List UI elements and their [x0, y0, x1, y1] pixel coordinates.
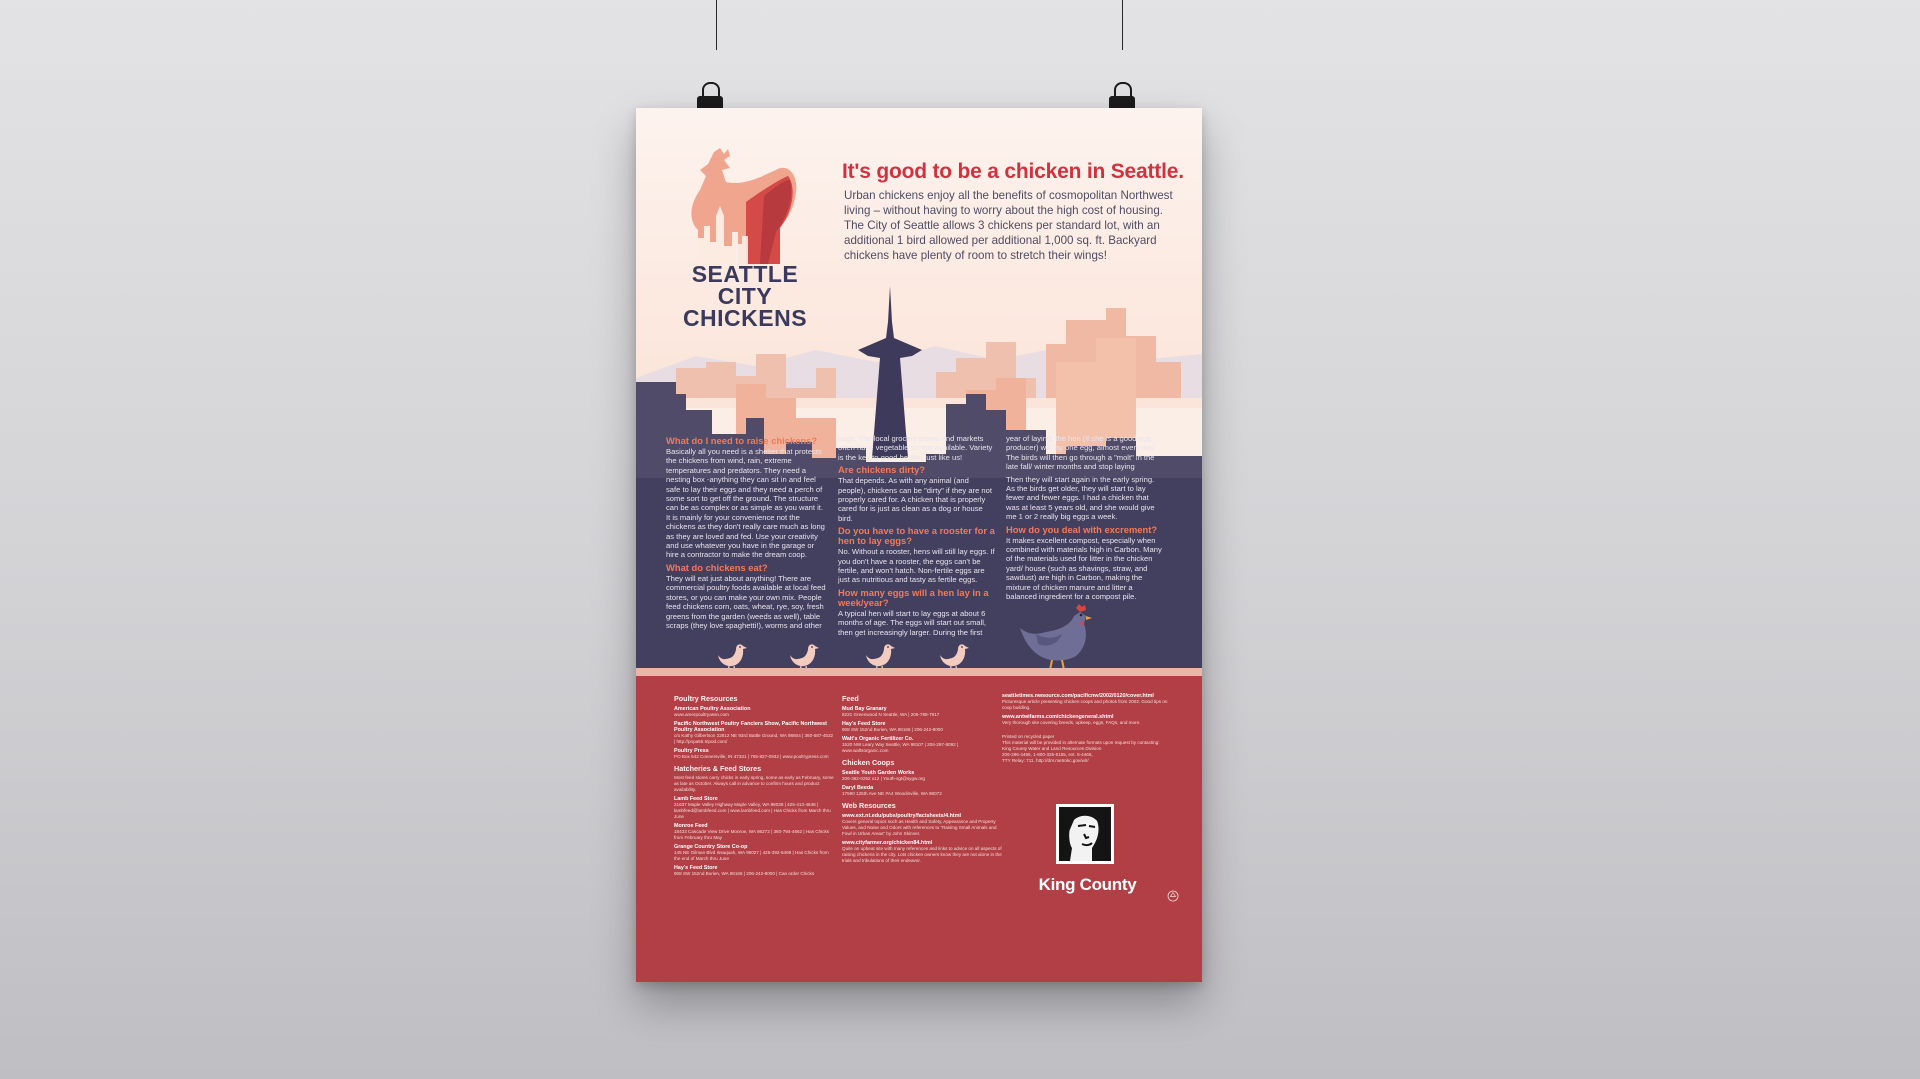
print-note: TTY Relay: 711, http://dnr.metrokc.gov/wlr/ — [1002, 758, 1089, 763]
question-heading: Do you have to have a rooster for a hen to lay eggs? — [838, 525, 995, 547]
answer-text: bugs. The local grocery stores and markets often have vegetable scraps available. Variety is the key to good health, just like us! — [838, 434, 993, 462]
resource-name: Grange Country Store Co-op — [674, 844, 748, 850]
resource-detail: 21637 Maple Valley Highway Maple Valley, WA 98038 | 425-413-4848 | lambfeed@lambfeed.com | www.lambfeed.com | Has Chicks from March thru June — [674, 802, 831, 819]
poster-headline: It's good to be a chicken in Seattle. — [842, 160, 1184, 183]
resource-detail: 206-362-0252 x12 | Youth-sgt@sygw.org — [842, 776, 925, 781]
resource-detail: 17590 125th Ave NE #A4 Woodinville, WA 98072 — [842, 791, 942, 796]
resource-detail: PO Box 542 Connersville, IN 47331 | 765-827-0932 | www.poultrypress.com — [674, 754, 829, 759]
resource-link[interactable]: www.cityfarmer.org/chicken84.html — [842, 840, 933, 846]
print-note: King County Water and Land Resources Division — [1002, 746, 1102, 751]
section-heading: Poultry Resources — [674, 694, 738, 703]
body-column-1 — [666, 434, 826, 633]
king-county-wordmark: King County — [1038, 875, 1137, 894]
answer-text: year of laying, the hen (if she is a good egg producer) will lay one egg, almost every day. The birds will then go through a "molt" in the late fall/ winter months and stop laying — [1006, 434, 1156, 472]
footer-column-2 — [842, 690, 1002, 864]
recycle-icon — [1167, 890, 1179, 902]
resource-link[interactable]: seattletimes.nwsource.com/pacificnw/2002/0120/cover.html — [1002, 693, 1154, 699]
print-note: This material will be provided in alternate formats upon request by contacting: — [1002, 740, 1160, 745]
answer-text: That depends. As with any animal (and people), chickens can be "dirty" if they are not properly cared for. A chicken that is properly cared for is just as clean as a dog or house bird. — [838, 476, 992, 523]
answer-text: They will eat just about anything! There are commercial poultry foods available at local feed stores, or you can make your own mix. People feed chickens corn, oats, wheat, rye, soy, fresh greens from the garden (weeds as well), table scraps (they love spaghetti!), worms and other — [666, 573, 826, 630]
resource-detail: c/o Kathy Gilbertson 22812 NE 93rd Battle Ground, WA 98604 | 360-687-4532 | http://pnpa55.tripod.com/ — [674, 733, 834, 744]
body-column-3 — [1006, 434, 1164, 605]
ground-strip — [636, 668, 1202, 676]
hanging-wire-right — [1122, 0, 1123, 50]
question-heading: Are chickens dirty? — [838, 464, 926, 476]
resource-name: Hay's Feed Store — [674, 865, 718, 871]
hanging-wire-left — [716, 0, 717, 50]
resource-name: Walt's Organic Fertilizer Co. — [842, 736, 914, 742]
resource-detail: 8221 Greenwood N Seattle, WA | 206-789-7917 — [842, 712, 940, 717]
hen-logo-icon — [676, 146, 806, 264]
footer-column-1 — [674, 690, 834, 877]
resource-name: American Poultry Association — [674, 706, 751, 712]
body-column-2 — [838, 434, 998, 640]
section-heading: Hatcheries & Feed Stores — [674, 764, 762, 773]
resource-name: Monroe Feed — [674, 823, 708, 829]
king-county-logo-icon — [1056, 804, 1114, 864]
question-heading: What do chickens eat? — [666, 561, 768, 573]
resource-detail: 908 SW 152nd Burien, WA 98166 | 206-242-8000 | Can order Chicks — [674, 871, 815, 876]
print-note: 206-296-4466, 1-800-325-6165, ext. 6-4466, — [1002, 752, 1093, 757]
answer-text: Basically all you need is a shelter that protects the chickens from wind, rain, extreme temperatures and predators. They need a nesting box -anything they can sit in and feel safe to lay their eggs and they need a perch of some sort to get off the ground. The structure can be as complex or as simple as you want it. It is mainly for your convenience not the chickens as they don't really care much as long as they are loved and fed. Use your creativity and use whatever you have in the garage or hire a contractor to make the dream coop. — [666, 447, 825, 560]
section-note: Most feed stores carry chicks in early spring, some as early as February, some as late as October. Always call in advance to confirm hours and product availability. — [674, 775, 834, 792]
resource-detail: 1520 NW Leary Way Seattle, WA 98107 | 206-297-9092 | www.waltsorganic.com — [842, 742, 959, 753]
resource-name: Lamb Feed Store — [674, 796, 718, 802]
resource-name: Hay's Feed Store — [842, 721, 886, 727]
resource-detail: 908 SW 152nd Burien, WA 98166 | 206-242-8000 — [842, 727, 943, 732]
answer-text: A typical hen will start to lay eggs at about 6 months of age. The eggs will start out small, then get increasingly larger. During the first — [838, 608, 987, 637]
question-heading: What do I need to raise chickens? — [666, 435, 818, 446]
section-heading: Feed — [842, 694, 859, 703]
section-heading: Web Resources — [842, 801, 896, 810]
question-heading: How many eggs will a hen lay in a week/year? — [838, 586, 989, 608]
section-heading: Chicken Coops — [842, 758, 895, 767]
resource-detail: 18433 Cascade View Drive Monroe, WA 98272 | 360-794-4662 | Has Chicks from February thru May — [674, 829, 830, 840]
logo-line-2: CHICKENS — [682, 305, 808, 331]
resource-name: Daryl Beeda — [842, 785, 874, 791]
resource-link[interactable]: www.ext.nt.edu/pubs/poultry/factsheets/4.html — [842, 813, 962, 819]
question-heading: How do you deal with excrement? — [1006, 523, 1158, 535]
resource-link[interactable]: www.antwifarms.com/chickengeneral.shtml — [1002, 714, 1114, 720]
hen-illustration-icon — [1016, 604, 1096, 672]
resource-name: Poultry Press — [674, 748, 709, 754]
footer-column-3 — [1002, 690, 1172, 764]
resource-name: Mud Bay Granary — [842, 706, 887, 712]
poster-intro: Urban chickens enjoy all the benefits of cosmopolitan Northwest living – without having to worry about the high cost of housing. The City of Seattle allows 3 chickens per standard lot, with an additional 1 bird allowed per additional 1,000 sq. ft. Backyard chickens have plenty of room to stretch their wings! — [844, 189, 1173, 262]
resource-name: Seattle Youth Garden Works — [842, 770, 915, 776]
answer-text: It makes excellent compost, especially when combined with materials high in Carbon. Many of the materials used for litter in the chicken yard/ house (such as shavings, straw, and sawdust) are high in Carbon, making the mixture of chicken manure and litter a balanced ingredient for a compost pile. — [1006, 535, 1162, 602]
poster — [636, 108, 1202, 982]
answer-text: No. Without a rooster, hens will still lay eggs. If you don't have a rooster, the eggs can't be fertile, and won't hatch. Non-fertile eggs are just as nutritious and tasty as fertile eggs. — [838, 547, 995, 585]
resource-detail: Very thorough site covering breeds, upkeep, eggs, FAQs, and more. — [1002, 720, 1141, 725]
resources-footer — [636, 676, 1202, 982]
resource-name: Pacific Northwest Poultry Fanciers Show, Pacific Northwest Poultry Association — [674, 721, 827, 733]
answer-text: Then they will start again in the early spring. As the birds get older, they will start to lay fewer and fewer eggs. I had a chicken that was at least 5 years old, and she would give me 1 or 2 really big eggs a week. — [1006, 474, 1155, 522]
resource-detail: Picturesque article presenting chicken coops and photos from 2002. Good tips on coop building. — [1002, 699, 1168, 710]
resource-detail: Covers general topics such as Health and Safety, Appearance and Property Values, and Noise and Odors with references to "Raising Small Animals and Fowl in Urban Areas" by John Skinner. — [842, 819, 997, 836]
resource-detail: www.amerpoultryassn.com — [674, 712, 729, 717]
logo-line-1: SEATTLE CITY — [691, 261, 799, 309]
print-note: Printed on recycled paper — [1002, 734, 1055, 739]
resource-detail: Quite an upbeat site with many references and links to advice on all aspects of raising chickens in the city. Lots chicken owners know they are not alone in the trials and tribulations of their endeavor. — [842, 846, 1002, 863]
resource-detail: 145 NE Gilman Blvd Issaquah, WA 98027 | 425-392-6469 | Has Chicks from the end of March thru June — [674, 850, 829, 861]
